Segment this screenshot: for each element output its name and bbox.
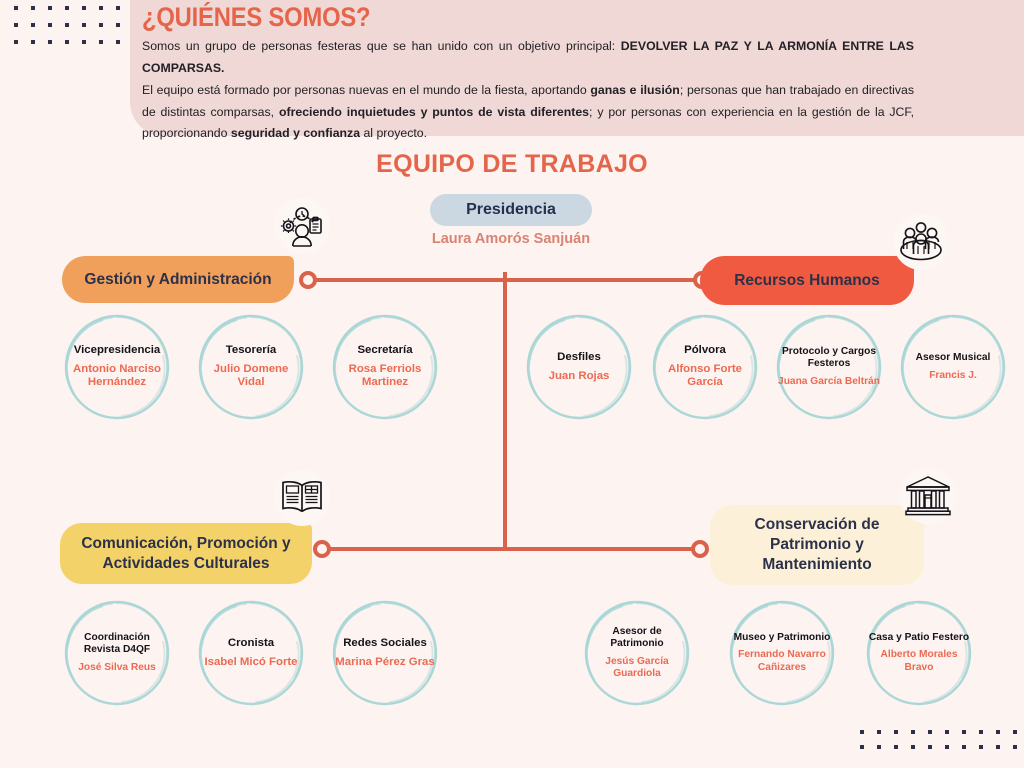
node-role: Redes Sociales bbox=[343, 636, 427, 649]
person-node[interactable] bbox=[330, 598, 440, 708]
node-role: Asesor de Patrimonio bbox=[610, 625, 664, 650]
node-person-name: Antonio Narciso Hernández bbox=[73, 362, 161, 389]
banner-title: ¿QUIÉNES SOMOS? bbox=[142, 2, 371, 32]
node-role: Secretaría bbox=[357, 343, 413, 356]
node-role: Pólvora bbox=[684, 343, 726, 356]
presidencia-pill[interactable]: Presidencia bbox=[430, 194, 592, 226]
node-person-name: José Silva Reus bbox=[78, 661, 156, 673]
person-node[interactable] bbox=[727, 598, 837, 708]
node-person-name: Juan Rojas bbox=[548, 369, 610, 382]
banner-paragraph-1: Somos un grupo de personas festeras que se han unido con un objetivo principal: DEVOLVER LA PAZ Y LA ARMONÍA ENTRE LAS COMPARSAS. bbox=[142, 39, 915, 75]
node-role: Coordinación Revista D4QF bbox=[83, 631, 151, 656]
node-person-name: Fernando Navarro Cañizares bbox=[738, 649, 826, 673]
person-node[interactable] bbox=[524, 312, 634, 422]
person-node[interactable] bbox=[196, 598, 306, 708]
section-title-equipo-de-trabajo: EQUIPO DE TRABAJO bbox=[376, 150, 648, 178]
node-role: Casa y Patio Festero bbox=[868, 631, 970, 643]
presidencia-name: Laura Amorós Sanjuán bbox=[431, 231, 591, 247]
node-role: Tesorería bbox=[225, 343, 277, 356]
node-role: Asesor Musical bbox=[915, 352, 991, 364]
person-node[interactable] bbox=[196, 312, 306, 422]
node-person-name: Alfonso Forte García bbox=[667, 362, 743, 389]
node-person-name: Marina Pérez Gras bbox=[335, 655, 435, 668]
node-person-name: Rosa Ferriols Martinez bbox=[348, 362, 422, 389]
management-icon bbox=[274, 198, 330, 254]
decorative-dot-grid-bottom-right bbox=[860, 730, 1024, 754]
person-node[interactable] bbox=[62, 598, 172, 708]
department-gestion-y-administracion[interactable]: Gestión y Administración bbox=[62, 256, 294, 303]
person-node[interactable] bbox=[330, 312, 440, 422]
node-person-name: Francis J. bbox=[929, 369, 977, 381]
node-role: Protocolo y Cargos Festeros bbox=[782, 345, 876, 370]
museum-building-icon bbox=[900, 468, 956, 524]
person-node[interactable] bbox=[898, 312, 1008, 422]
node-role: Desfiles bbox=[557, 350, 601, 363]
banner-body-text bbox=[142, 36, 914, 146]
node-role: Museo y Patrimonio bbox=[733, 631, 831, 643]
person-node[interactable] bbox=[864, 598, 974, 708]
node-role: Cronista bbox=[227, 636, 275, 649]
node-person-name: Julio Domene Vidal bbox=[213, 362, 289, 389]
node-person-name: Jesús García Guardiola bbox=[605, 655, 669, 679]
node-person-name: Isabel Micó Forte bbox=[204, 655, 298, 668]
node-person-name: Juana García Beltrán bbox=[778, 375, 880, 387]
node-role: Vicepresidencia bbox=[73, 343, 161, 356]
banner-paragraph-2: El equipo está formado por personas nuevas en el mundo de la fiesta, aportando ganas e ilusión; personas que han trabajado en directivas de distintas comparsas, ofreciendo inquietudes y puntos de vista diferentes; y por personas con experiencia en la gestión de la JCF, proporcionando seguridad y confianza al proyecto. bbox=[142, 83, 914, 141]
person-node[interactable] bbox=[774, 312, 884, 422]
department-conservacion-patrimonio-mantenimiento[interactable]: Conservación de Patrimonio y Mantenimiento bbox=[710, 505, 924, 585]
person-node[interactable] bbox=[582, 598, 692, 708]
node-person-name: Alberto Morales Bravo bbox=[880, 649, 958, 673]
people-group-icon bbox=[893, 214, 949, 270]
person-node[interactable] bbox=[62, 312, 172, 422]
person-node[interactable] bbox=[650, 312, 760, 422]
department-comunicacion-promocion-actividades-culturales[interactable]: Comunicación, Promoción y Actividades Culturales bbox=[60, 523, 312, 584]
open-book-icon bbox=[274, 470, 330, 526]
department-recursos-humanos[interactable]: Recursos Humanos bbox=[700, 256, 914, 305]
decorative-dot-grid-top-left bbox=[14, 6, 134, 52]
